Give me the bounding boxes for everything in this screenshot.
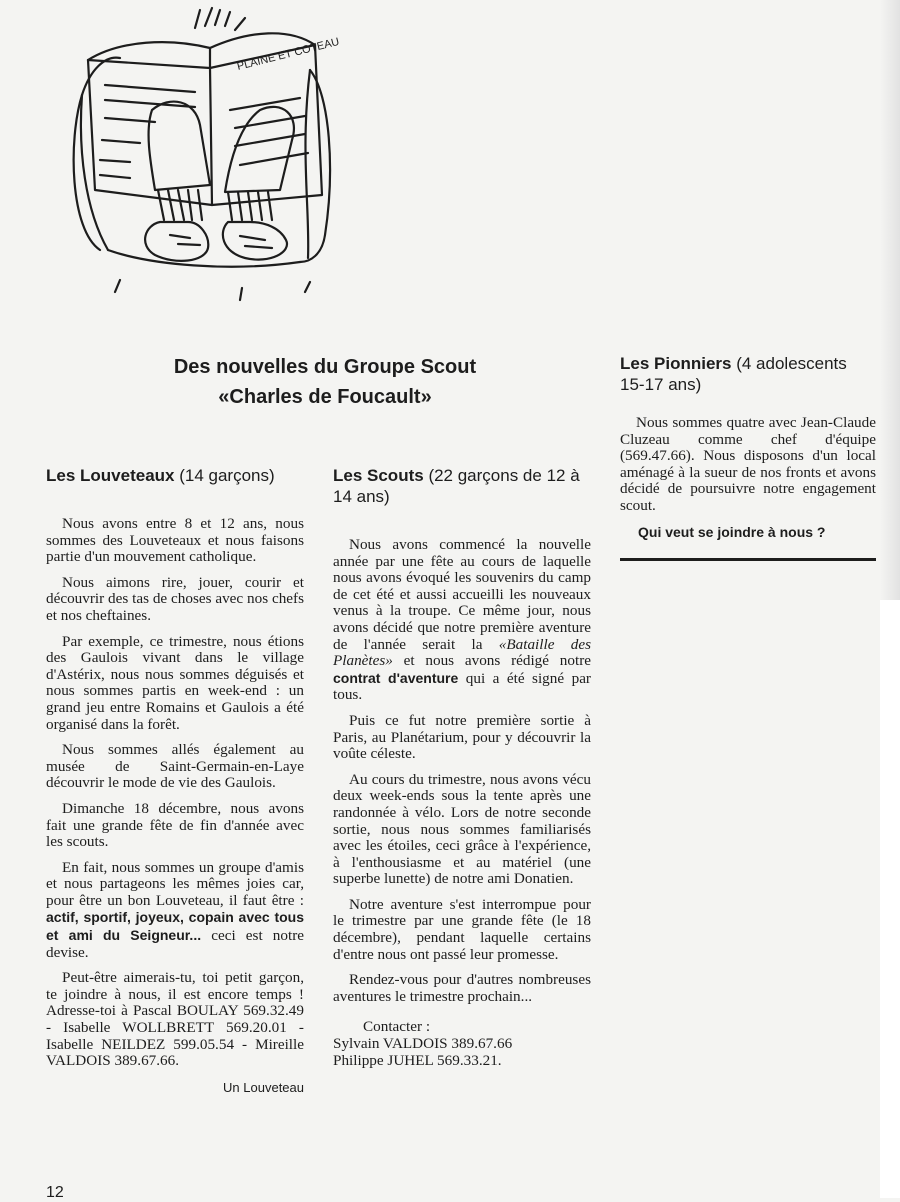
scouts-p1-mid: et nous avons rédigé notre	[403, 652, 591, 670]
scouts-p1-start: Nous avons commencé la nouvelle année par une fête au cours de laquelle nous avons évoqué les souvenirs du camp de cet été et aussi accueilli les nouveaux venus à la troupe. Ce même jour, nous avons décidé que notre première aventure de l'année serait la	[333, 536, 591, 653]
scouts-title: Les Scouts	[333, 466, 424, 485]
pionniers-question: Qui veut se joindre à nous ?	[638, 523, 826, 540]
louveteaux-paragraph: Nous aimons rire, jouer, courir et découvrir des tas de choses avec nos chefs et nos cheftaines.	[46, 573, 304, 624]
headline-line-2: «Charles de Foucault»	[218, 386, 432, 408]
scouts-subtitle: (22 garçons de 12 à 14 ans)	[333, 466, 580, 506]
louveteaux-column	[46, 465, 304, 1096]
scouts-p1-end: qui a été signé par tous.	[333, 669, 591, 704]
scouts-column	[333, 465, 591, 1069]
section-divider	[620, 558, 876, 561]
scouts-contact-block	[333, 1019, 591, 1069]
scouts-paragraph: Rendez-vous pour d'autres nombreuses aventures le trimestre prochain...	[333, 971, 591, 1005]
louveteaux-paragraph-devise	[46, 860, 304, 962]
devise-end: ceci est notre devise.	[46, 927, 304, 961]
devise-bold: actif, sportif, joyeux, copain avec tous et ami du Seigneur...	[46, 909, 304, 944]
louveteaux-paragraph: Nous avons entre 8 et 12 ans, nous sommes des Louveteaux et nous faisons partie d'un mouvement catholique.	[46, 515, 304, 566]
scouts-paragraph	[333, 537, 591, 704]
scouts-p1-italic: «Bataille des Planètes»	[333, 635, 591, 670]
louveteaux-title: Les Louveteaux	[46, 466, 175, 485]
page-number: 12	[46, 1184, 64, 1201]
scouts-paragraph: Notre aventure s'est interrompue pour le trimestre par une grande fête (le 18 décembre), pendant laquelle certains d'entre nous ont passé leur promesse.	[333, 895, 591, 963]
contact-line: Philippe JUHEL 569.33.21.	[333, 1051, 502, 1069]
louveteaux-paragraph: Nous sommes allés également au musée de Saint-Germain-en-Laye découvrir le mode de vie des Gaulois.	[46, 741, 304, 792]
devise-intro: En fait, nous sommes un groupe d'amis et nous partageons les mêmes joies car, pour être un bon Louveteau, il faut être :	[46, 858, 304, 909]
article-headline	[110, 352, 540, 412]
pionniers-paragraph: Nous sommes quatre avec Jean-Claude Cluzeau comme chef d'équipe (569.47.66). Nous disposons d'un local aménagé à la sueur de nos fronts et avons décidé de poursuivre notre engagement scout.	[620, 414, 876, 514]
pionniers-heading	[620, 353, 876, 395]
scouts-heading	[333, 465, 591, 507]
pionniers-column	[620, 353, 876, 561]
louveteaux-paragraph: Par exemple, ce trimestre, nous étions des Gaulois vivant dans le village d'Astérix, nous nous sommes déguisés et nous sommes partis en week-end : un grand jeu entre Romains et Gaulois a été organisé dans la forêt.	[46, 632, 304, 733]
scan-white-patch	[880, 600, 900, 1198]
scouts-p1-bold: contrat d'aventure	[333, 669, 459, 686]
headline-line-1: Des nouvelles du Groupe Scout	[173, 356, 477, 378]
newspaper-title: PLAINE ET COTEAU	[235, 35, 341, 73]
contact-line: Sylvain VALDOIS 389.67.66	[333, 1035, 513, 1053]
louveteaux-paragraph: Dimanche 18 décembre, nous avons fait une grande fête de fin d'année avec les scouts.	[46, 799, 304, 851]
scan-edge-shadow	[880, 0, 900, 600]
louveteaux-heading	[46, 465, 304, 486]
scouts-paragraph: Puis ce fut notre première sortie à Paris, au Planétarium, pour y découvrir la voûte céleste.	[333, 711, 591, 763]
louveteaux-signature: Un Louveteau	[223, 1079, 304, 1095]
contact-label: Contacter :	[363, 1018, 431, 1036]
louveteaux-paragraph-contacts: Peut-être aimerais-tu, toi petit garçon, te joindre à nous, il est encore temps ! Adresse-toi à Pascal BOULAY 569.32.49 - Isabelle WOLLBRETT 569.20.01 - Isabelle NEILDEZ 599.05.54 - Mireille VALDOIS 389.67.66.	[46, 969, 304, 1070]
louveteaux-subtitle: (14 garçons)	[179, 466, 275, 485]
pionniers-subtitle: (4 adolescents 15-17 ans)	[620, 354, 847, 394]
scouts-paragraph: Au cours du trimestre, nous avons vécu deux week-ends sous la tente après une randonnée à vélo. Lors de notre seconde sortie, nous nous sommes familiarisés avec les étoiles, ceci grâce à l'expérience, à l'enthousiasme et au matériel (une superbe lunette) de notre ami Donatien.	[333, 770, 591, 888]
pionniers-title: Les Pionniers	[620, 354, 732, 373]
reader-illustration	[60, 0, 350, 305]
